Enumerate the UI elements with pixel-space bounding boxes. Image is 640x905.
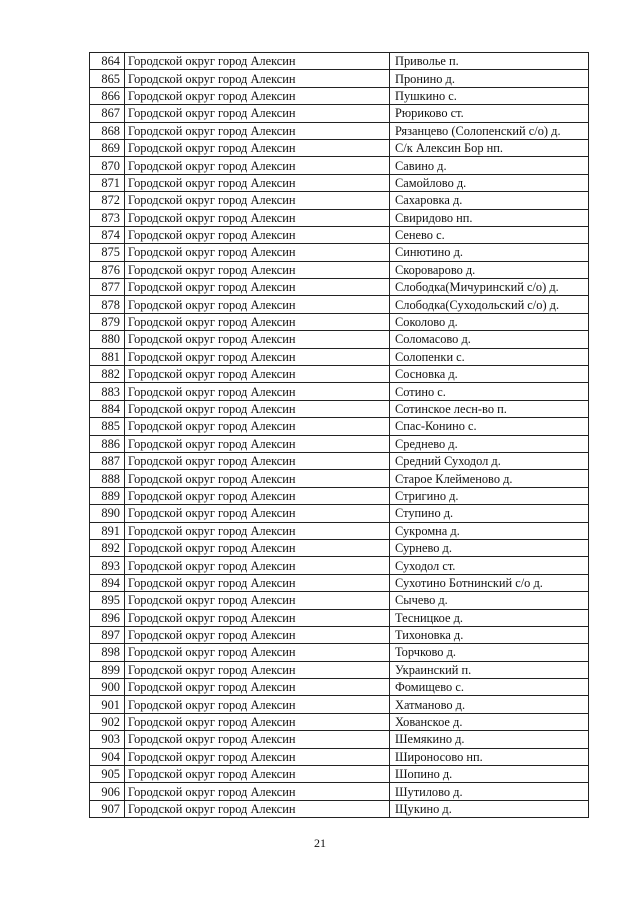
row-number-cell: 888 [90, 470, 125, 487]
locality-cell: Слободка(Суходольский с/о) д. [390, 296, 589, 313]
district-cell: Городской округ город Алексин [125, 800, 390, 817]
row-number-cell: 907 [90, 800, 125, 817]
page-number: 21 [314, 836, 326, 850]
table-row [90, 244, 589, 261]
table-row [90, 661, 589, 678]
locality-cell: Сычево д. [390, 592, 589, 609]
district-cell: Городской округ город Алексин [125, 209, 390, 226]
row-number-cell: 893 [90, 557, 125, 574]
locality-cell: Шопино д. [390, 766, 589, 783]
row-number-cell: 875 [90, 244, 125, 261]
locality-cell: Суходол ст. [390, 557, 589, 574]
row-number-cell: 870 [90, 157, 125, 174]
table-row [90, 313, 589, 330]
row-number-cell: 900 [90, 679, 125, 696]
table-row [90, 644, 589, 661]
table-row [90, 192, 589, 209]
locality-cell: Свиридово нп. [390, 209, 589, 226]
row-number-cell: 901 [90, 696, 125, 713]
row-number-cell: 903 [90, 731, 125, 748]
district-cell: Городской округ город Алексин [125, 713, 390, 730]
district-cell: Городской округ город Алексин [125, 400, 390, 417]
row-number-cell: 905 [90, 766, 125, 783]
table-row [90, 296, 589, 313]
locality-cell: Тесницкое д. [390, 609, 589, 626]
row-number-cell: 871 [90, 174, 125, 191]
table-row [90, 226, 589, 243]
locality-cell: Рюриково ст. [390, 105, 589, 122]
locality-cell: Солопенки с. [390, 348, 589, 365]
row-number-cell: 896 [90, 609, 125, 626]
row-number-cell: 865 [90, 70, 125, 87]
locality-cell: Сукромна д. [390, 522, 589, 539]
row-number-cell: 894 [90, 574, 125, 591]
locality-cell: Широносово нп. [390, 748, 589, 765]
district-cell: Городской округ город Алексин [125, 53, 390, 70]
row-number-cell: 866 [90, 87, 125, 104]
row-number-cell: 904 [90, 748, 125, 765]
district-cell: Городской округ город Алексин [125, 122, 390, 139]
district-cell: Городской округ город Алексин [125, 679, 390, 696]
locality-cell: Савино д. [390, 157, 589, 174]
table-row [90, 505, 589, 522]
locality-cell: Торчково д. [390, 644, 589, 661]
district-cell: Городской округ город Алексин [125, 592, 390, 609]
district-cell: Городской округ город Алексин [125, 783, 390, 800]
district-cell: Городской округ город Алексин [125, 505, 390, 522]
locality-cell: Пронино д. [390, 70, 589, 87]
locality-cell: Рязанцево (Солопенский с/о) д. [390, 122, 589, 139]
district-cell: Городской округ город Алексин [125, 470, 390, 487]
table-row [90, 70, 589, 87]
table-body [90, 53, 589, 818]
row-number-cell: 876 [90, 261, 125, 278]
district-cell: Городской округ город Алексин [125, 383, 390, 400]
row-number-cell: 883 [90, 383, 125, 400]
table-row [90, 783, 589, 800]
row-number-cell: 890 [90, 505, 125, 522]
locality-cell: Соломасово д. [390, 331, 589, 348]
district-cell: Городской округ город Алексин [125, 522, 390, 539]
row-number-cell: 884 [90, 400, 125, 417]
table-row [90, 400, 589, 417]
table-row [90, 609, 589, 626]
row-number-cell: 872 [90, 192, 125, 209]
district-cell: Городской округ город Алексин [125, 366, 390, 383]
table-row [90, 157, 589, 174]
locality-cell: Синютино д. [390, 244, 589, 261]
locality-cell: Приволье п. [390, 53, 589, 70]
locality-cell: Тихоновка д. [390, 626, 589, 643]
table-row [90, 366, 589, 383]
locality-cell: Средний Суходол д. [390, 452, 589, 469]
row-number-cell: 898 [90, 644, 125, 661]
row-number-cell: 885 [90, 418, 125, 435]
district-cell: Городской округ город Алексин [125, 296, 390, 313]
locality-cell: Ступино д. [390, 505, 589, 522]
locality-cell: Щукино д. [390, 800, 589, 817]
locality-cell: Фомищево с. [390, 679, 589, 696]
row-number-cell: 882 [90, 366, 125, 383]
district-cell: Городской округ город Алексин [125, 661, 390, 678]
district-cell: Городской округ город Алексин [125, 226, 390, 243]
table-row [90, 800, 589, 817]
locality-cell: Пушкино с. [390, 87, 589, 104]
row-number-cell: 902 [90, 713, 125, 730]
locality-cell: Слободка(Мичуринский с/о) д. [390, 279, 589, 296]
district-cell: Городской округ город Алексин [125, 609, 390, 626]
row-number-cell: 891 [90, 522, 125, 539]
district-cell: Городской округ город Алексин [125, 626, 390, 643]
table-row [90, 279, 589, 296]
locality-cell: Шемякино д. [390, 731, 589, 748]
table-row [90, 261, 589, 278]
locality-cell: Старое Клейменово д. [390, 470, 589, 487]
locality-cell: Скороварово д. [390, 261, 589, 278]
table-row [90, 122, 589, 139]
locality-cell: Самойлово д. [390, 174, 589, 191]
table-row [90, 470, 589, 487]
table-row [90, 139, 589, 156]
district-cell: Городской округ город Алексин [125, 348, 390, 365]
district-cell: Городской округ город Алексин [125, 139, 390, 156]
table-row [90, 418, 589, 435]
table-row [90, 557, 589, 574]
row-number-cell: 881 [90, 348, 125, 365]
row-number-cell: 897 [90, 626, 125, 643]
district-cell: Городской округ город Алексин [125, 157, 390, 174]
table-row [90, 487, 589, 504]
district-cell: Городской округ город Алексин [125, 748, 390, 765]
table-row [90, 522, 589, 539]
district-cell: Городской округ город Алексин [125, 696, 390, 713]
locality-cell: Сурнево д. [390, 539, 589, 556]
district-cell: Городской округ город Алексин [125, 87, 390, 104]
row-number-cell: 869 [90, 139, 125, 156]
district-cell: Городской округ город Алексин [125, 644, 390, 661]
row-number-cell: 895 [90, 592, 125, 609]
row-number-cell: 864 [90, 53, 125, 70]
table-row [90, 331, 589, 348]
district-cell: Городской округ город Алексин [125, 574, 390, 591]
locality-cell: Сотино с. [390, 383, 589, 400]
district-cell: Городской округ город Алексин [125, 452, 390, 469]
district-cell: Городской округ город Алексин [125, 70, 390, 87]
district-cell: Городской округ город Алексин [125, 539, 390, 556]
table-row [90, 713, 589, 730]
locality-cell: Сухотино Ботнинский с/о д. [390, 574, 589, 591]
locality-cell: Хатманово д. [390, 696, 589, 713]
locality-cell: Стригино д. [390, 487, 589, 504]
row-number-cell: 877 [90, 279, 125, 296]
table-row [90, 592, 589, 609]
district-cell: Городской округ город Алексин [125, 731, 390, 748]
table-row [90, 348, 589, 365]
table-row [90, 53, 589, 70]
locality-cell: Хованское д. [390, 713, 589, 730]
district-cell: Городской округ город Алексин [125, 766, 390, 783]
locality-cell: Сахаровка д. [390, 192, 589, 209]
locality-cell: С/к Алексин Бор нп. [390, 139, 589, 156]
table-row [90, 452, 589, 469]
district-cell: Городской округ город Алексин [125, 244, 390, 261]
row-number-cell: 879 [90, 313, 125, 330]
row-number-cell: 878 [90, 296, 125, 313]
district-cell: Городской округ город Алексин [125, 487, 390, 504]
district-cell: Городской округ город Алексин [125, 557, 390, 574]
row-number-cell: 892 [90, 539, 125, 556]
district-cell: Городской округ город Алексин [125, 261, 390, 278]
table-row [90, 574, 589, 591]
row-number-cell: 874 [90, 226, 125, 243]
row-number-cell: 873 [90, 209, 125, 226]
table-row [90, 731, 589, 748]
table-row [90, 87, 589, 104]
row-number-cell: 867 [90, 105, 125, 122]
locality-cell: Спас-Конино с. [390, 418, 589, 435]
district-cell: Городской округ город Алексин [125, 331, 390, 348]
locality-cell: Сенево с. [390, 226, 589, 243]
row-number-cell: 886 [90, 435, 125, 452]
table-row [90, 383, 589, 400]
district-cell: Городской округ город Алексин [125, 192, 390, 209]
table-row [90, 748, 589, 765]
row-number-cell: 906 [90, 783, 125, 800]
district-cell: Городской округ город Алексин [125, 313, 390, 330]
table-row [90, 696, 589, 713]
table-row [90, 209, 589, 226]
row-number-cell: 899 [90, 661, 125, 678]
locality-cell: Соколово д. [390, 313, 589, 330]
row-number-cell: 889 [90, 487, 125, 504]
locality-cell: Сосновка д. [390, 366, 589, 383]
table-row [90, 766, 589, 783]
table-row [90, 539, 589, 556]
locality-cell: Среднево д. [390, 435, 589, 452]
district-cell: Городской округ город Алексин [125, 418, 390, 435]
table-row [90, 626, 589, 643]
district-cell: Городской округ город Алексин [125, 174, 390, 191]
district-cell: Городской округ город Алексин [125, 435, 390, 452]
locality-cell: Шутилово д. [390, 783, 589, 800]
table-row [90, 679, 589, 696]
row-number-cell: 887 [90, 452, 125, 469]
locality-cell: Сотинское лесн-во п. [390, 400, 589, 417]
locality-table [89, 52, 589, 818]
district-cell: Городской округ город Алексин [125, 279, 390, 296]
locality-cell: Украинский п. [390, 661, 589, 678]
table-row [90, 174, 589, 191]
table-row [90, 435, 589, 452]
district-cell: Городской округ город Алексин [125, 105, 390, 122]
table-row [90, 105, 589, 122]
row-number-cell: 868 [90, 122, 125, 139]
row-number-cell: 880 [90, 331, 125, 348]
